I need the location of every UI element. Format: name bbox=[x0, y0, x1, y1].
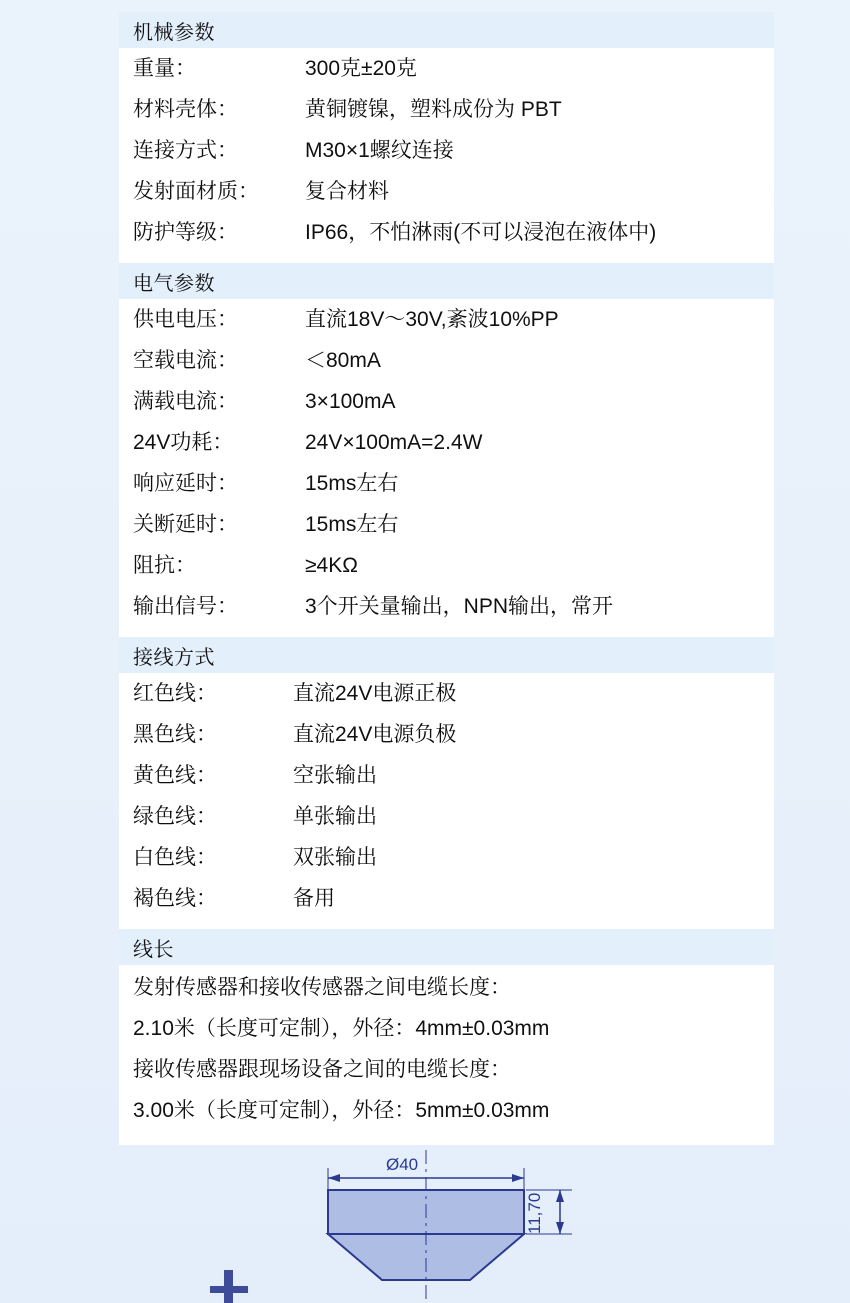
spec-label: 褐色线： bbox=[133, 887, 217, 910]
spec-value: ≥4KΩ bbox=[305, 554, 358, 577]
spec-value: IP66，不怕淋雨(不可以浸泡在液体中) bbox=[305, 221, 657, 244]
spec-label: 防护等级： bbox=[133, 221, 238, 244]
cable-line: 2.10米（长度可定制），外径：4mm±0.03mm bbox=[133, 1017, 550, 1040]
spec-label: 空载电流： bbox=[133, 349, 238, 372]
height-dimension-label: 11,70 bbox=[525, 1192, 544, 1234]
spec-row bbox=[119, 549, 774, 590]
spec-label: 材料壳体： bbox=[133, 98, 238, 121]
section-title-cable-length: 线长 bbox=[119, 929, 774, 965]
section-title-mechanical: 机械参数 bbox=[119, 12, 774, 48]
section-title-wiring: 接线方式 bbox=[119, 637, 774, 673]
width-dimension-label: Ø40 bbox=[386, 1155, 419, 1174]
section-rows-wiring bbox=[119, 673, 774, 929]
spec-value: 15ms左右 bbox=[305, 513, 399, 536]
spec-value: 黄铜镀镍，塑料成份为 PBT bbox=[305, 98, 562, 121]
spec-row bbox=[119, 467, 774, 508]
spec-row bbox=[119, 677, 774, 718]
spec-label: 24V功耗： bbox=[133, 431, 234, 454]
spec-label: 响应延时： bbox=[133, 472, 238, 495]
spec-value: ＜80mA bbox=[305, 349, 381, 372]
spec-value: 单张输出 bbox=[293, 805, 377, 828]
spec-row bbox=[119, 590, 774, 631]
spec-row bbox=[119, 882, 774, 923]
spec-row bbox=[119, 216, 774, 257]
spec-sheet bbox=[119, 12, 774, 1145]
spec-row bbox=[119, 344, 774, 385]
spec-row bbox=[119, 759, 774, 800]
spec-value: 复合材料 bbox=[305, 180, 389, 203]
spec-row bbox=[119, 93, 774, 134]
cable-line: 接收传感器跟现场设备之间的电缆长度： bbox=[133, 1058, 511, 1081]
spec-value: 15ms左右 bbox=[305, 472, 399, 495]
spec-label: 连接方式： bbox=[133, 139, 238, 162]
section-title-electrical: 电气参数 bbox=[119, 263, 774, 299]
spec-row bbox=[119, 134, 774, 175]
spec-label: 重量： bbox=[133, 57, 196, 80]
spec-value: 直流24V电源正极 bbox=[293, 682, 457, 705]
spec-row bbox=[119, 303, 774, 344]
spec-label: 黄色线： bbox=[133, 764, 217, 787]
spec-label: 满载电流： bbox=[133, 390, 238, 413]
spec-label: 白色线： bbox=[133, 846, 217, 869]
section-rows-mechanical bbox=[119, 48, 774, 263]
section-cable-length bbox=[119, 929, 774, 1145]
section-mechanical bbox=[119, 12, 774, 263]
spec-label: 关断延时： bbox=[133, 513, 238, 536]
height-dimension bbox=[525, 1190, 564, 1234]
spec-label: 绿色线： bbox=[133, 805, 217, 828]
spec-value: 备用 bbox=[293, 887, 335, 910]
cable-line: 发射传感器和接收传感器之间电缆长度： bbox=[133, 976, 511, 999]
spec-row bbox=[119, 800, 774, 841]
spec-label: 输出信号： bbox=[133, 595, 238, 618]
spec-row bbox=[119, 718, 774, 759]
spec-label: 红色线： bbox=[133, 682, 217, 705]
spec-value: M30×1螺纹连接 bbox=[305, 139, 454, 162]
spec-label: 黑色线： bbox=[133, 723, 217, 746]
technical-drawing bbox=[0, 1130, 850, 1303]
spec-row bbox=[119, 385, 774, 426]
spec-value: 3×100mA bbox=[305, 390, 396, 413]
spec-row bbox=[119, 841, 774, 882]
spec-value: 3个开关量输出，NPN输出，常开 bbox=[305, 595, 614, 618]
spec-value: 空张输出 bbox=[293, 764, 377, 787]
spec-row bbox=[119, 52, 774, 93]
spec-value: 直流18V～30V,紊波10%PP bbox=[305, 308, 559, 331]
spec-value: 双张输出 bbox=[293, 846, 377, 869]
spec-row bbox=[119, 508, 774, 549]
spec-row bbox=[119, 175, 774, 216]
section-rows-electrical bbox=[119, 299, 774, 637]
spec-label: 阻抗： bbox=[133, 554, 196, 577]
cable-line: 3.00米（长度可定制），外径：5mm±0.03mm bbox=[133, 1099, 550, 1122]
partial-glyph bbox=[210, 1270, 248, 1303]
section-electrical bbox=[119, 263, 774, 637]
section-wiring bbox=[119, 637, 774, 929]
spec-row bbox=[119, 426, 774, 467]
spec-value: 直流24V电源负极 bbox=[293, 723, 457, 746]
spec-label: 供电电压： bbox=[133, 308, 238, 331]
section-lines-cable-length bbox=[119, 965, 774, 1145]
spec-label: 发射面材质： bbox=[133, 180, 259, 203]
spec-value: 300克±20克 bbox=[305, 57, 417, 80]
spec-value: 24V×100mA=2.4W bbox=[305, 431, 483, 454]
